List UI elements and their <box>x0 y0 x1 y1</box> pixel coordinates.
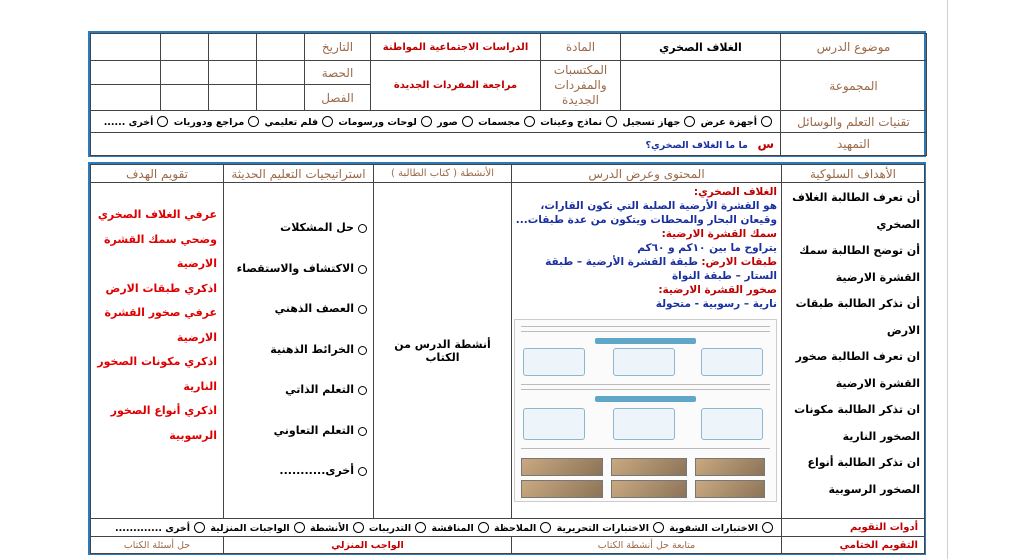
radio-circle-icon[interactable] <box>358 224 367 233</box>
evaluation-line: اذكري طبقات الارض <box>105 281 217 295</box>
activities-cell[interactable]: أنشطة الدرس من الكتاب <box>374 183 512 519</box>
lesson-body-table <box>88 162 926 555</box>
radio-circle-icon[interactable] <box>358 265 367 274</box>
objective-line: الصخور الرسوبية <box>828 482 920 496</box>
radio-circle-icon[interactable] <box>415 522 426 533</box>
content-paragraph-3: طبقة القشرة الأرضية – طبقة الستار – طبقة النواة <box>545 256 777 282</box>
radio-circle-icon[interactable] <box>358 467 367 476</box>
strategy-option[interactable]: الخرائط الذهنية <box>226 343 369 384</box>
radio-circle-icon[interactable] <box>524 116 535 127</box>
radio-circle-icon[interactable] <box>358 305 367 314</box>
radio-circle-icon[interactable] <box>762 522 773 533</box>
objective-line: الصخري <box>876 217 920 231</box>
final-eval-questions[interactable]: حل أسئلة الكتاب <box>91 537 224 554</box>
eval-tool-option[interactable]: أخرى ............. <box>115 523 207 534</box>
period-cell-3[interactable] <box>161 61 209 85</box>
lesson-header-table <box>88 31 926 157</box>
content-heading-3: طبقات الارض: <box>701 256 777 268</box>
radio-circle-icon[interactable] <box>194 522 205 533</box>
evaluation-cell[interactable] <box>91 183 224 519</box>
content-paragraph-1: هو القشرة الأرضية الصلبة التي تكون القارات، وقيعان البحار والمحطات ويتكون من عدة طبقات... <box>515 200 777 226</box>
objectives-cell[interactable] <box>782 183 925 519</box>
content-heading-4: صخور القشرة الارضية: <box>658 284 777 296</box>
date-cell-4[interactable] <box>91 34 161 61</box>
intro-prefix: س <box>757 137 774 151</box>
strategy-option[interactable]: الاكتشاف والاستقصاء <box>226 262 369 303</box>
content-header: المحتوى وعرض الدرس <box>512 165 782 183</box>
evaluation-line: الارضية <box>176 330 217 344</box>
objective-line: الارض <box>886 323 920 337</box>
vocab-value[interactable]: مراجعة المفردات الجديدة <box>371 61 541 111</box>
final-eval-homework[interactable]: الواجب المنزلي <box>224 537 512 554</box>
tool-option[interactable]: نماذج وعينات <box>540 117 619 128</box>
class-label: الفصل <box>305 85 371 111</box>
objective-line: القشرة الارضية <box>835 376 920 390</box>
radio-circle-icon[interactable] <box>540 522 551 533</box>
radio-circle-icon[interactable] <box>358 386 367 395</box>
strategy-option[interactable]: التعلم التعاوني <box>226 424 369 465</box>
content-paragraph-4: نارية – رسوبية - متحولة <box>655 298 777 310</box>
tech-label: تقنيات التعلم والوسائل <box>781 111 927 133</box>
eval-tool-option[interactable]: الاختبارات التحريرية <box>557 523 666 534</box>
date-cell-1[interactable] <box>257 34 305 61</box>
strategy-option[interactable]: حل المشكلات <box>226 221 369 262</box>
class-cell-3[interactable] <box>161 85 209 111</box>
class-cell-4[interactable] <box>91 85 161 111</box>
period-cell-2[interactable] <box>209 61 257 85</box>
evaluation-line: اذكري مكونات الصخور <box>97 355 217 368</box>
objective-line: ان تذكر الطالبة مكونات <box>794 403 920 416</box>
tool-option[interactable]: مراجع ودوريات <box>174 117 262 128</box>
evaluation-line: عرفي الغلاف الصخري <box>97 208 217 221</box>
lesson-topic-label: موضوع الدرس <box>781 34 927 61</box>
strategies-header: استراتيجيات التعليم الحديثة <box>224 165 374 183</box>
strategy-option[interactable]: أخرى........... <box>226 464 369 505</box>
eval-tool-option[interactable]: الواجبات المنزلية <box>210 523 306 534</box>
objective-line: القشرة الارضية <box>835 270 920 284</box>
intro-question: ما ما الغلاف الصخري؟ <box>645 140 748 151</box>
radio-circle-icon[interactable] <box>157 116 168 127</box>
tool-option[interactable]: لوحات ورسومات <box>338 117 433 128</box>
strategy-option[interactable]: العصف الذهني <box>226 302 369 343</box>
radio-circle-icon[interactable] <box>462 116 473 127</box>
radio-circle-icon[interactable] <box>606 116 617 127</box>
eval-tools-label: أدوات التقويم <box>782 519 925 537</box>
radio-circle-icon[interactable] <box>248 116 259 127</box>
radio-circle-icon[interactable] <box>761 116 772 127</box>
content-cell[interactable] <box>512 183 782 519</box>
subject-label: المادة <box>541 34 621 61</box>
content-paragraph-2: يتراوح ما بين ١٠كم و ٦٠كم <box>637 242 777 254</box>
radio-circle-icon[interactable] <box>358 427 367 436</box>
intro-label: التمهيد <box>781 133 927 156</box>
objective-line: أن تعرف الطالبة الغلاف <box>792 191 920 204</box>
eval-tool-option[interactable]: المناقشة <box>431 523 490 534</box>
group-label: المجموعة <box>781 61 927 111</box>
eval-tools-list <box>91 519 782 537</box>
radio-circle-icon[interactable] <box>478 522 489 533</box>
evaluation-line: الارضية <box>176 257 217 270</box>
date-cell-2[interactable] <box>209 34 257 61</box>
radio-circle-icon[interactable] <box>358 346 367 355</box>
class-cell-2[interactable] <box>209 85 257 111</box>
eval-tool-option[interactable]: الاختبارات الشفوية <box>669 523 775 534</box>
objective-line: الصخور النارية <box>842 429 920 443</box>
strategy-option[interactable]: التعلم الذاتي <box>226 383 369 424</box>
tool-option[interactable]: أجهزة عرض <box>701 117 774 128</box>
vocab-label: المكتسبات والمفردات الجديدة <box>541 61 621 111</box>
eval-tool-option[interactable]: الملاحظة <box>494 523 553 534</box>
intro-question-cell[interactable] <box>91 133 781 156</box>
radio-circle-icon[interactable] <box>353 522 364 533</box>
objective-line: أن تذكر الطالبة طبقات <box>795 297 920 310</box>
class-cell-1[interactable] <box>257 85 305 111</box>
activities-header: الأنشطة ( كتاب الطالبة ) <box>374 165 512 183</box>
period-cell-4[interactable] <box>91 61 161 85</box>
date-cell-3[interactable] <box>161 34 209 61</box>
radio-circle-icon[interactable] <box>653 522 664 533</box>
evaluation-line: النارية <box>183 379 217 393</box>
period-cell-1[interactable] <box>257 61 305 85</box>
radio-circle-icon[interactable] <box>322 116 333 127</box>
radio-circle-icon[interactable] <box>684 116 695 127</box>
subject-value[interactable]: الدراسات الاجتماعية المواطنة <box>371 34 541 61</box>
evaluation-line: عرفي صخور القشرة <box>104 306 217 319</box>
objective-line: ان تذكر الطالبة أنواع <box>807 456 920 469</box>
objectives-header: الأهداف السلوكية <box>782 165 925 183</box>
eval-tool-option[interactable]: التدريبات <box>369 523 428 534</box>
evaluation-line: وضحي سمك القشرة <box>104 232 217 246</box>
final-eval-activities[interactable]: متابعة حل أنشطة الكتاب <box>512 537 782 554</box>
tool-option[interactable]: جهاز تسجيل <box>622 117 697 128</box>
strategies-cell[interactable] <box>224 183 374 519</box>
period-label: الحصة <box>305 61 371 85</box>
tool-option[interactable]: أخرى ...... <box>104 117 171 128</box>
date-label: التاريخ <box>305 34 371 61</box>
final-eval-label: التقويم الختامي <box>782 537 925 554</box>
objective-line: أن توضح الطالبة سمك <box>799 244 920 257</box>
tech-tools-list <box>91 111 781 133</box>
group-value[interactable] <box>621 61 781 111</box>
objective-line: ان تعرف الطالبة صخور <box>795 350 920 363</box>
evaluation-header: تقويم الهدف <box>91 165 224 183</box>
radio-circle-icon[interactable] <box>294 522 305 533</box>
evaluation-line: الرسوبية <box>169 428 217 442</box>
content-heading-2: سمك القشرة الارضية: <box>661 228 777 240</box>
radio-circle-icon[interactable] <box>421 116 432 127</box>
content-heading-1: الغلاف الصخري: <box>693 186 777 198</box>
lesson-topic-value[interactable]: الغلاف الصخري <box>621 34 781 61</box>
rock-types-diagram-image <box>514 319 777 502</box>
evaluation-line: اذكري أنواع الصخور <box>110 404 217 417</box>
tool-option[interactable]: صور <box>437 117 475 128</box>
eval-tool-option[interactable]: الأنشطة <box>310 523 366 534</box>
tool-option[interactable]: مجسمات <box>478 117 537 128</box>
tool-option[interactable]: فلم تعليمي <box>265 117 336 128</box>
